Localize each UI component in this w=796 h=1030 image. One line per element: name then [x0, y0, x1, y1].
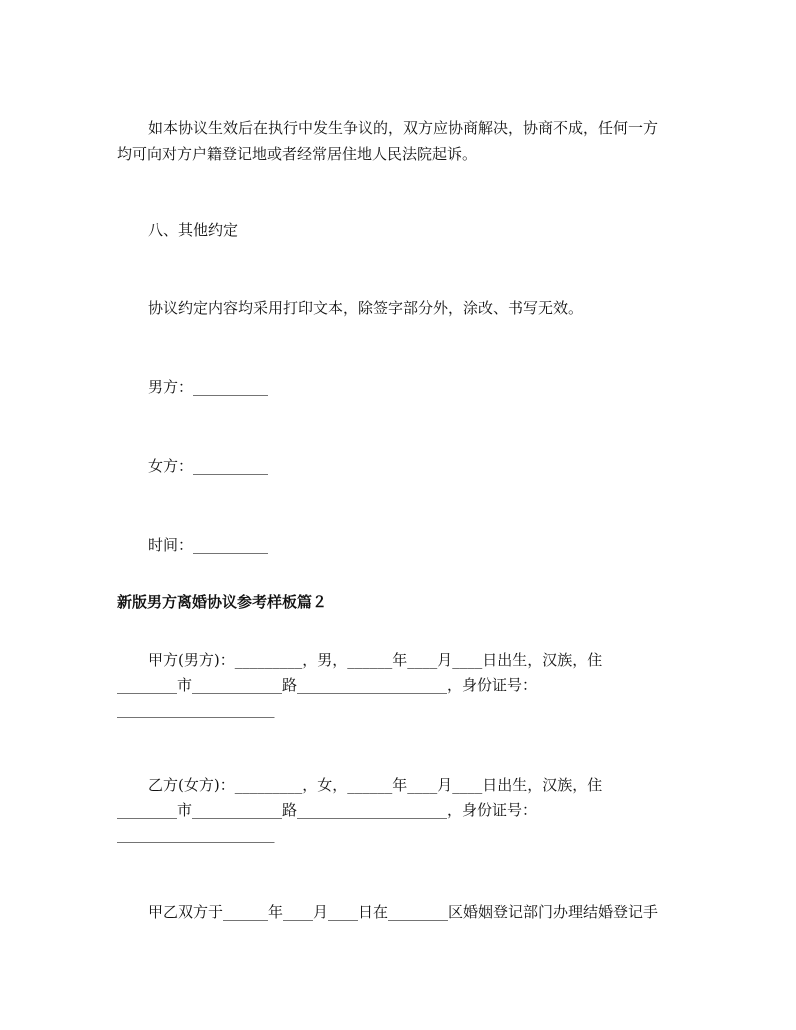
dispute-clause-line-1: 如本协议生效后在执行中发生争议的，双方应协商解决，协商不成，任何一方 — [148, 119, 659, 137]
party-a-line-1: 甲方(男方)：_________，男，______年____月____日出生，汉族，住 — [148, 651, 603, 669]
party-b-line-3: _____________________ — [117, 825, 275, 843]
signature-female: 女方：__________ — [148, 457, 269, 475]
marriage-registration-line: 甲乙双方于______年____月____日在________区婚姻登记部门办理结婚登记手 — [148, 903, 659, 921]
party-b-line-1: 乙方(女方)：_________，女，______年____月____日出生，汉族，住 — [148, 776, 603, 794]
section-8-title: 八、其他约定 — [148, 221, 239, 239]
section-8-text: 协议约定内容均采用打印文本，除签字部分外，涂改、书写无效。 — [148, 299, 584, 317]
signature-male: 男方：__________ — [148, 378, 269, 396]
dispute-clause-line-2: 均可向对方户籍登记地或者经常居住地人民法院起诉。 — [117, 145, 478, 163]
signature-time: 时间：__________ — [148, 536, 269, 554]
article-2-title: 新版男方离婚协议参考样板篇２ — [117, 593, 328, 611]
party-b-line-2: ________市____________路____________________，身份证号： — [117, 801, 538, 819]
party-a-line-2: ________市____________路____________________，身份证号： — [117, 676, 538, 694]
party-a-line-3: _____________________ — [117, 700, 275, 718]
